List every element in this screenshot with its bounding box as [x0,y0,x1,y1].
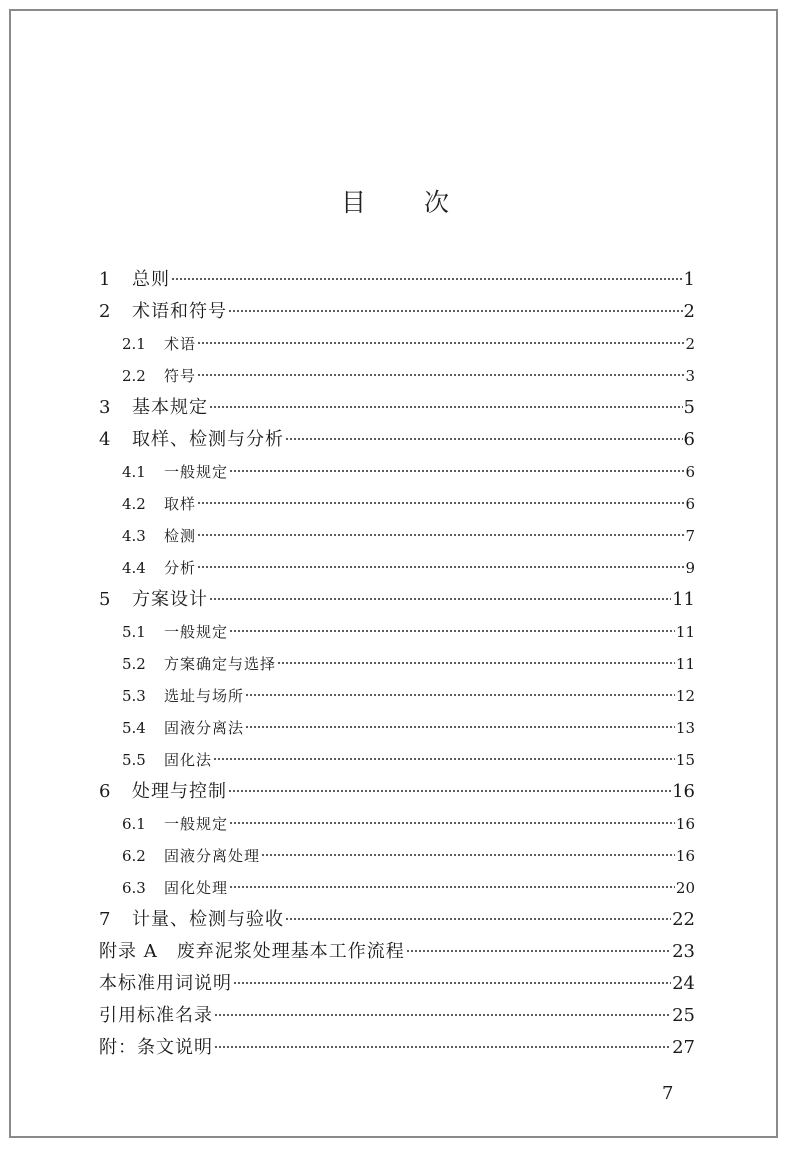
dot-leader [233,981,671,985]
dot-leader [228,789,671,793]
toc-entry-page: 20 [675,879,695,897]
title-char: 次 [424,188,508,217]
dot-leader [285,437,683,441]
toc-entry-title: 总则 [132,269,170,290]
toc-entry-number: 4.1 [122,463,146,481]
toc-entry-title: 取样 [164,495,197,513]
toc-subsection-row[interactable] [99,456,695,488]
toc-entry-number: 5.3 [122,687,146,705]
toc-entry-title: 附：条文说明 [99,1037,213,1058]
dot-leader [406,949,671,953]
toc-entry-number: 5.1 [122,623,146,641]
toc-entry-title: 选址与场所 [164,687,245,705]
dot-leader [245,693,675,697]
toc-entry-page: 2 [685,335,695,353]
page-number: 7 [662,1083,674,1104]
dot-leader [285,917,671,921]
toc-subsection-row[interactable] [99,840,695,872]
dot-leader [261,853,675,857]
dot-leader [213,757,675,761]
toc-section-row[interactable] [99,936,695,968]
toc-entry-title: 术语和符号 [132,301,227,322]
dot-leader [229,469,684,473]
toc-entry-page: 11 [675,655,695,673]
dot-leader [277,661,675,665]
toc-section-row[interactable] [99,584,695,616]
dot-leader [209,405,683,409]
toc-subsection-row[interactable] [99,360,695,392]
toc-subsection-row[interactable] [99,712,695,744]
toc-entry-page: 27 [672,1037,695,1058]
toc-entry-title: 取样、检测与分析 [132,429,284,450]
toc-entry-number: 6.1 [122,815,146,833]
toc-entry-number: 6.3 [122,879,146,897]
toc-entry-number: 4 [99,429,111,450]
toc-entry-page: 11 [672,589,695,610]
toc-entry-page: 9 [685,559,695,577]
toc-entry-number: 5 [99,589,111,610]
toc-subsection-row[interactable] [99,328,695,360]
toc-section-row[interactable] [99,1000,695,1032]
toc-entry-number: 4.2 [122,495,146,513]
toc-entry-page: 16 [675,815,695,833]
toc-entry-page: 3 [685,367,695,385]
toc-section-row[interactable] [99,264,695,296]
toc-entry-page: 12 [675,687,695,705]
toc-entry-number: 4.4 [122,559,146,577]
dot-leader [228,309,683,313]
toc-entry-page: 23 [672,941,695,962]
toc-subsection-row[interactable] [99,808,695,840]
toc-entry-title: 方案确定与选择 [164,655,277,673]
dot-leader [214,1045,671,1049]
toc-entry-title: 固液分离处理 [164,847,261,865]
toc-entry-title: 术语 [164,335,197,353]
toc-entry-title: 引用标准名录 [99,1005,213,1026]
toc-entry-title: 固化处理 [164,879,229,897]
toc-section-row[interactable] [99,296,695,328]
toc-section-row[interactable] [99,968,695,1000]
toc-subsection-row[interactable] [99,616,695,648]
toc-section-row[interactable] [99,776,695,808]
toc-entry-title: 一般规定 [164,815,229,833]
toc-entry-page: 6 [685,463,695,481]
toc-entry-number: 3 [99,397,111,418]
toc-entry-title: 本标准用词说明 [99,973,232,994]
toc-entry-number: 1 [99,269,111,290]
toc-subsection-row[interactable] [99,872,695,904]
toc-section-row[interactable] [99,904,695,936]
toc-entry-number: 2.1 [122,335,146,353]
toc-entry-title: 一般规定 [164,623,229,641]
toc-entry-title: 基本规定 [132,397,208,418]
toc-entry-number: 4.3 [122,527,146,545]
toc-entry-number: 7 [99,909,111,930]
toc-entry-title: 处理与控制 [132,781,227,802]
toc-subsection-row[interactable] [99,552,695,584]
dot-leader [197,501,684,505]
toc-entry-number: 5.2 [122,655,146,673]
dot-leader [214,1013,671,1017]
toc-entry-title: 计量、检测与验收 [132,909,284,930]
toc-entry-title: 方案设计 [132,589,208,610]
title-char: 目 [340,188,424,217]
dot-leader [197,565,684,569]
toc-entry-page: 15 [675,751,695,769]
toc-subsection-row[interactable] [99,520,695,552]
dot-leader [209,597,671,601]
table-of-contents [99,264,695,1064]
toc-entry-number: 6.2 [122,847,146,865]
toc-entry-title: 检测 [164,527,197,545]
toc-entry-page: 16 [672,781,695,802]
toc-entry-page: 22 [672,909,695,930]
toc-entry-page: 2 [683,301,695,322]
toc-subsection-row[interactable] [99,488,695,520]
toc-entry-page: 5 [683,397,695,418]
dot-leader [171,277,683,281]
toc-entry-page: 11 [675,623,695,641]
toc-entry-page: 25 [672,1005,695,1026]
toc-subsection-row[interactable] [99,744,695,776]
toc-subsection-row[interactable] [99,680,695,712]
toc-entry-number: 2.2 [122,367,146,385]
toc-entry-page: 6 [685,495,695,513]
toc-section-row[interactable] [99,1032,695,1064]
toc-entry-title: 固化法 [164,751,213,769]
toc-entry-title: 固液分离法 [164,719,245,737]
toc-entry-number: 5.5 [122,751,146,769]
toc-entry-page: 1 [683,269,695,290]
dot-leader [245,725,675,729]
toc-entry-title: 一般规定 [164,463,229,481]
toc-entry-page: 7 [685,527,695,545]
toc-entry-title: 附录 A 废弃泥浆处理基本工作流程 [99,941,405,962]
toc-entry-title: 分析 [164,559,197,577]
toc-entry-page: 13 [675,719,695,737]
toc-entry-number: 6 [99,781,111,802]
dot-leader [197,341,684,345]
toc-entry-page: 16 [675,847,695,865]
page-title [0,183,790,219]
toc-entry-number: 5.4 [122,719,146,737]
dot-leader [197,533,684,537]
toc-entry-page: 24 [672,973,695,994]
toc-entry-page: 6 [683,429,695,450]
toc-section-row[interactable] [99,392,695,424]
dot-leader [229,629,675,633]
toc-entry-number: 2 [99,301,111,322]
dot-leader [229,885,675,889]
toc-subsection-row[interactable] [99,648,695,680]
toc-section-row[interactable] [99,424,695,456]
toc-entry-title: 符号 [164,367,197,385]
dot-leader [197,373,684,377]
dot-leader [229,821,675,825]
